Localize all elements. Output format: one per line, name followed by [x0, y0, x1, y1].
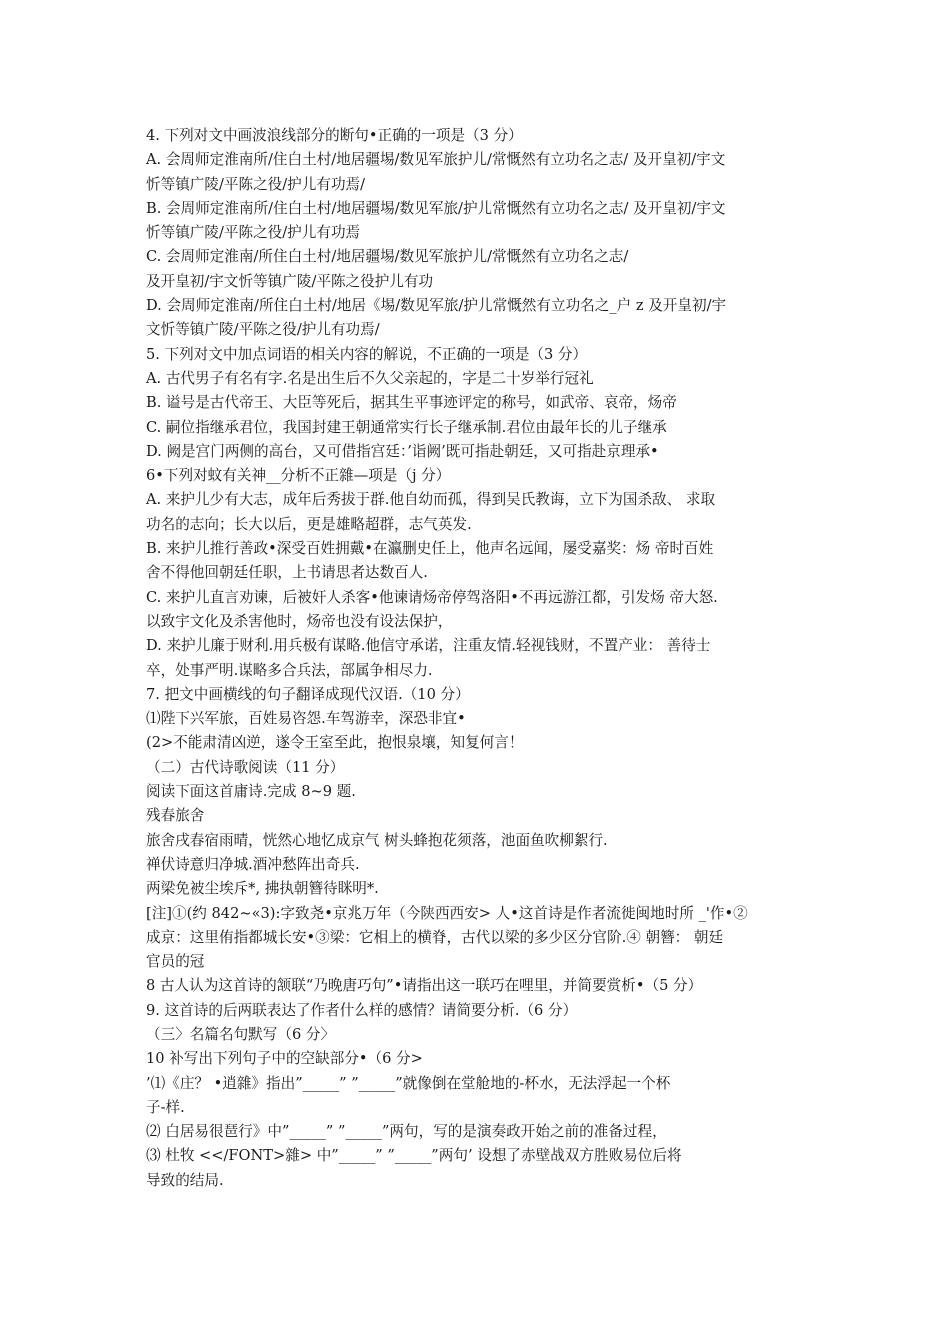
- text-line: 9. 这首诗的后两联表达了作者什么样的感情？请简要分析.（6 分）: [146, 1001, 578, 1019]
- text-line: A. 古代男子有名有字.名是出生后不久父亲起的，字是二十岁举行冠礼: [146, 369, 594, 387]
- text-line: 禅伏诗意归净城.酒冲愁阵出奇兵.: [146, 855, 360, 873]
- text-line: 7. 把文中画横线的句子翻译成现代汉语.（10 分）: [146, 685, 470, 703]
- text-line: 旅舍戌春宿雨晴，恍然心地忆成京气 树头蜂抱花须落，池面鱼吹柳絮行.: [146, 831, 608, 849]
- text-line: 导致的结局.: [146, 1171, 224, 1189]
- text-line: 舍不得他回朝廷任职，上书请思者达数百人.: [146, 564, 428, 582]
- exam-page: [146, 124, 810, 1193]
- text-line: ⑵ 白居易很琶行》中”_____” ”_____”两句，写的是演奏政开始之前的准备过程，: [146, 1123, 667, 1141]
- text-line: C. 会周师定淮南/所住白土村/地居疆埸/数见军旅护儿/常慨然有立功名之志/: [146, 248, 629, 266]
- text-line: ⑴陛下兴军旅，百姓易咨怨.车驾游幸，深恐非宜•: [146, 710, 466, 728]
- text-line: 忻等镇广陵/平陈之役/护儿有功焉/: [146, 175, 366, 193]
- text-line: 成京：这里侑指都城长安•③梁：它相上的横脊，古代以梁的多少区分官阶.④ 朝簪： 朝廷: [146, 928, 724, 946]
- text-line: 两梁免被尘埃斥*, 拂执朝簪待眯明*.: [146, 880, 379, 898]
- text-line: (2>不能肃清凶逆，遂令王室至此，抱恨泉壤，知复何言！: [146, 734, 524, 752]
- text-line: 子-样.: [146, 1098, 185, 1116]
- text-line: 残春旅舍: [146, 807, 205, 825]
- text-line: 阅读下面这首庸诗.完成 8~9 题.: [146, 783, 356, 801]
- text-line: 以致宇文化及杀害他时，炀帝也没有设法保护，: [146, 612, 453, 630]
- text-line: 10 补写出下列句子中的空缺部分•（6 分>: [146, 1050, 423, 1068]
- text-line: 及开皇初/宇文忻等镇广陵/平陈之役护儿有功: [146, 272, 434, 290]
- text-line: A. 来护儿少有大志，成年后秀拔于群.他自幼而孤，得到吴氏教诲，立下为国杀敌、 求取: [146, 491, 716, 509]
- text-line: 6•下列对蚊有关神__分析不正雜—项是（j 分）: [146, 467, 451, 485]
- text-line: 官员的冠: [146, 953, 205, 971]
- text-line: 功名的志向；长大以后，更是雄略超群，志气英发.: [146, 515, 472, 533]
- text-line: ’⑴《庄？ •逍雜》指出”_____” ”_____”就像倒在堂舱地的-杯水，无法浮起一个杯: [146, 1074, 671, 1092]
- text-line: D. 来护儿廉于财利.用兵极有谋略.他信守承诺，注重友情.轻视钱财，不置产业： 善待士: [146, 637, 711, 655]
- text-line: （三〉名篇名句默写（6 分〉: [146, 1025, 336, 1043]
- text-line: [注]①(约 842~«3):字致尧•京兆万年（今陕西西安> 人•这首诗是作者流徙闽地时所 _'作•②: [146, 904, 748, 922]
- text-line: 卒，处事严明.谋略多合兵法，部属争相尽力.: [146, 661, 433, 679]
- text-line: C. 来护儿直言劝谏，后被奸人杀客•他谏请炀帝停驾洛阳•不再远游江都，引发炀 帝大怒.: [146, 588, 718, 606]
- text-line: 5. 下列对文中加点词语的相关内容的解说，不正确的一项是（3 分）: [146, 345, 588, 363]
- text-line: （二）古代诗歌阅读（11 分）: [146, 758, 345, 776]
- text-line: B. 来护儿推行善政•深受百姓拥戴•在瀛删史任上，他声名远闻，屡受嘉奖：炀 帝时百姓: [146, 540, 714, 558]
- text-line: 4. 下列对文中画波浪线部分的断句•正确的一项是（3 分）: [146, 127, 523, 144]
- text-line: D. 阙是宫门两侧的高台，又可借指宫廷：’诣阙’既可指赴朝廷，又可指赴京理承•: [146, 442, 659, 460]
- text-line: 忻等镇广陵/平陈之役/护儿有功焉: [146, 224, 361, 242]
- text-line: A. 会周师定淮南所/住白土村/地居疆埸/数见军旅护儿/常慨然有立功名之志/ 及开皇初/宇文: [146, 151, 726, 169]
- text-line: 文忻等镇广陵/平陈之役/护儿有功焉/: [146, 321, 380, 339]
- text-line: B. 谥号是古代帝王、大臣等死后，据其生平事迹评定的称号，如武帝、哀帝，炀帝: [146, 394, 677, 412]
- text-line: C. 嗣位指继承君位，我国封建王朝通常实行长子继承制.君位由最年长的儿子继承: [146, 418, 667, 436]
- text-line: ⑶ 杜牧 <</FONT>雜> 中”_____” ”_____”两句’ 设想了赤壁战双方胜败易位后将: [146, 1147, 682, 1165]
- text-line: D. 会周师定淮南/所住白土村/地居《埸/数见军旅/护儿常慨然有立功名之_户 z 及开皇初/宇: [146, 297, 727, 315]
- text-line: 8 古人认为这首诗的颔联“乃晚唐巧句”•请指出这一联巧在哩里，并简要赏析•（5 分）: [146, 977, 703, 995]
- text-line: B. 会周师定淮南所/住白土村/地居疆埸/数见军旅/护儿常慨然有立功名之志/ 及开皇初/宇文: [146, 199, 726, 217]
